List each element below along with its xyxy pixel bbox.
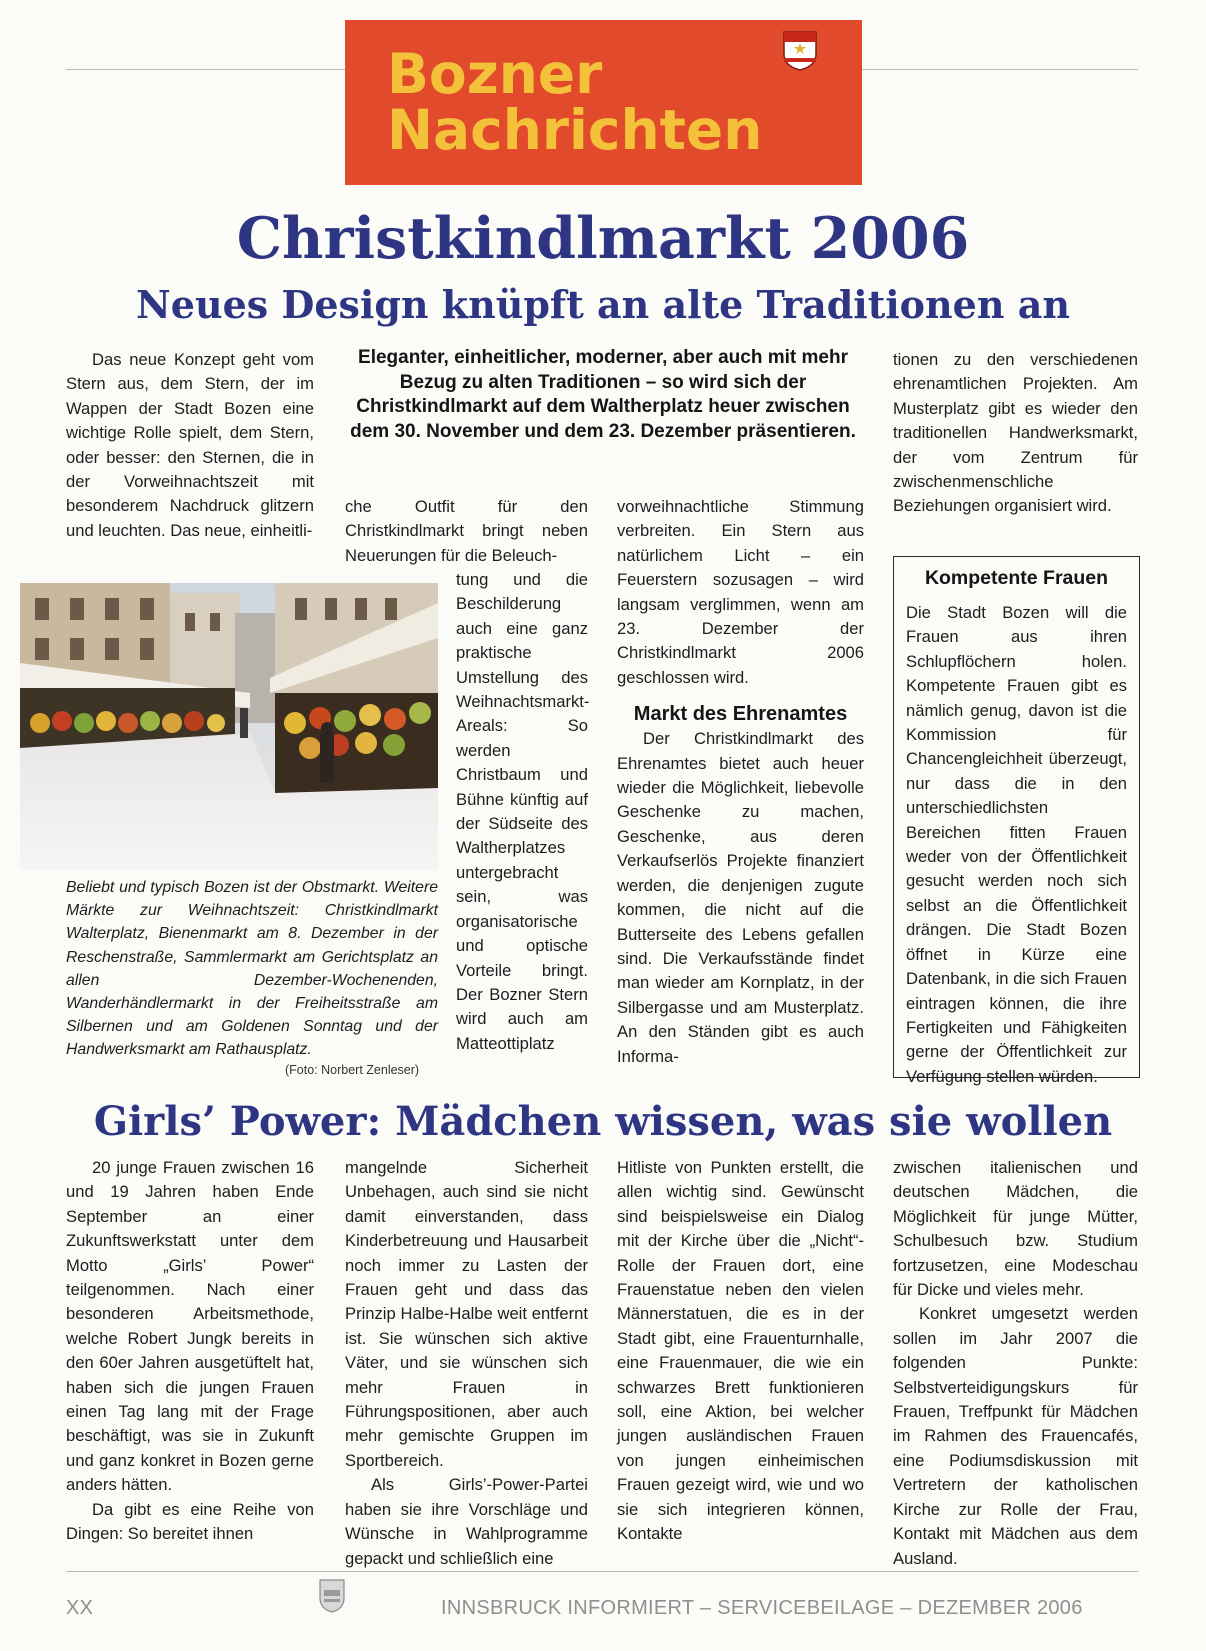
innsbruck-crest-icon — [318, 1578, 346, 1614]
article-title: Christkindlmarkt 2006 — [236, 205, 970, 272]
article1-column3 — [617, 495, 864, 1069]
article2-column4 — [893, 1156, 1138, 1571]
photo-credit: (Foto: Norbert Zenleser) — [285, 1063, 420, 1077]
sidebar-column — [906, 601, 1127, 1089]
top-rule-right — [862, 69, 1138, 70]
article2-column1 — [66, 1156, 314, 1547]
article1-lead: Eleganter, einheitlicher, moderner, aber auch mit mehr Bezug zu alten Traditionen – so wird sich der Christkindlmarkt auf dem Waltherplatz heuer zwischen dem 30. November und dem 23. Dezember präsentieren. — [350, 347, 856, 442]
article2-column3 — [617, 1156, 864, 1547]
sidebar-box — [893, 556, 1140, 1086]
article2-col2-p1: mangelnde Sicherheit Unbehagen, auch sind sie nicht damit einverstanden, dass Kinderbetreuung und Hausarbeit noch immer zu Lasten der Frauen geht und dass das Prinzip Halbe-Halbe weit entfernt ist. Sie wünschen sich aktive Väter, und sie wünschen sich mehr Frauen in Führungspositionen, aber auch mehr gemischte Gruppen im Sportbereich. — [345, 1158, 588, 1470]
masthead-line1: Bozner — [387, 42, 603, 106]
article1-col2-text: che Outfit für den Christkindlmarkt bringt neben Neuerungen für die Beleuch- — [345, 497, 588, 565]
article-subtitle: Neues Design knüpft an alte Traditionen an — [136, 282, 1070, 327]
masthead-line2: Nachrichten — [387, 98, 763, 162]
article1-column2-top — [345, 495, 588, 568]
article2-col2-p2: Als Girls’-Power-Partei haben sie ihre Vorschläge und Wünsche in Wahlprogramme gepackt und schließlich eine — [345, 1475, 588, 1568]
article2-col4-p1: zwischen italienischen und deutschen Mädchen, die Möglichkeit für junge Mütter, Schulbesuch bzw. Studium fortzusetzen, eine Modeschau für Dicke und vieles mehr. — [893, 1158, 1138, 1300]
article1-col4-text: tionen zu den verschiedenen ehrenamtlichen Projekten. Am Musterplatz gibt es wieder den traditionellen Handwerksmarkt, der vom Zentrum für zwischenmenschliche Beziehungen organisiert wird. — [893, 350, 1138, 516]
article1-col1-text: Das neue Konzept geht vom Stern aus, dem Stern, der im Wappen der Stadt Bozen eine wichtige Rolle spielt, dem Stern, oder besser: den Sternen, die in der Vorweihnachtszeit mit besonderem Nachdruck glitzern und leuchten. Das neue, einheitli- — [66, 350, 314, 540]
footer-page-number: XX — [66, 1597, 94, 1619]
article1-column4 — [893, 348, 1138, 519]
sidebar-title: Kompetente Frauen — [924, 567, 1109, 589]
article2-title: Girls’ Power: Mädchen wissen, was sie wollen — [93, 1098, 1113, 1145]
footer-publication: INNSBRUCK INFORMIERT – SERVICEBEILAGE – DEZEMBER 2006 — [441, 1597, 1083, 1619]
top-rule-left — [66, 69, 345, 70]
photo-caption: Beliebt und typisch Bozen ist der Obstmarkt. Weitere Märkte zur Weihnachtszeit: Christkindlmarkt Walterplatz, Bienenmarkt am 8. Dezember in der Reschenstraße, Sammlermarkt am Gerichtsplatz an allen Dezember-Wochenenden, Wanderhändlermarkt in der Freiheitsstraße am Silbernen und am Goldenen Sonntag und der Handwerksmarkt am Rathausplatz. — [66, 879, 438, 1059]
article2-col4-p2: Konkret umgesetzt werden sollen im Jahr 2007 die folgenden Punkte: Selbstverteidigungskurs für Frauen, Treffpunkt für Mädchen im Rahmen des Frauencafés, eine Podiumsdiskussion mit Vertretern der katholischen Kirche zur Rolle der Frau, Kontakt mit Mädchen aus dem Ausland. — [893, 1304, 1138, 1568]
article1-col3-text: vorweihnachtliche Stimmung verbreiten. Ein Stern aus natürlichem Licht – ein Feuerstern sozusagen – wird langsam verglimmen, wenn am 23. Dezember der Christkindlmarkt 2006 geschlossen wird. — [617, 497, 864, 687]
article2-col3-text: Hitliste von Punkten erstellt, die allen wichtig sind. Gewünscht sind beispielsweise ein Dialog mit der Kirche über die „Nicht“-Rolle der Frauen dort, eine Frauenstatue neben den vielen Männerstatuen, die es in der Stadt gibt, eine Frauenturnhalle, eine Frauenmauer, die wie ein schwarzes Brett funktionieren soll, eine Aktion, bei welcher jungen ausländischen Frauen von jungen einheimischen Frauen gezeigt wird, wie und wo sie sich integrieren können, Kontakte — [617, 1158, 864, 1544]
article2-col1-p2: Da gibt es eine Reihe von Dingen: So bereitet ihnen — [66, 1499, 314, 1544]
fruit-market-photo — [20, 583, 438, 870]
article2-col1-p1: 20 junge Frauen zwischen 16 und 19 Jahren haben Ende September an einer Zukunftswerkstatt unter dem Motto „Girls’ Power“ teilgenommen. Nach einer besonderen Arbeitsmethode, welche Robert Jungk bereits in den 60er Jahren ausgetüftelt hat, haben sich die jungen Frauen einen Tag lang mit der Frage beschäftigt, was sie in Zukunft und ganz konkret in Bozen gerne anders hätten. — [66, 1158, 314, 1495]
bozen-crest-icon — [782, 30, 818, 72]
article1-col3b-text: Der Christkindlmarkt des Ehrenamtes bietet auch heuer wieder die Möglichkeit, liebevolle Geschenke zu machen, Geschenke, aus deren Verkaufserlös Projekte finanziert werden, die denjenigen zugute kommen, die nicht auf die Butterseite des Lebens gefallen sind. Die Verkaufsstände findet man wieder am Kornplatz, in der Silbergasse und am Musterplatz. An den Ständen gibt es auch Informa- — [617, 729, 864, 1066]
article1-col2-narrow-text: tung und die Beschilderung auch eine ganz praktische Umstellung des Weihnachtsmarkt-Areals: So werden Christbaum und Bühne künftig auf der Südseite des Waltherplatzes untergebracht sein, was organisatorische und optische Vorteile bringt. Der Bozner Stern wird auch am Matteottiplatz — [456, 570, 590, 1053]
article1-subhead: Markt des Ehrenamtes — [633, 703, 848, 726]
article2-column2 — [345, 1156, 588, 1571]
sidebar-text: Die Stadt Bozen will die Frauen aus ihren Schlupflöchern holen. Kompetente Frauen gibt es nämlich genug, davon ist die Kommission für Chancengleichheit überzeugt, nur dass die in den unterschiedlichsten Bereichen fitten Frauen weder von der Öffentlichkeit gesucht werden noch sich selbst an die Öffentlichkeit drängen. Die Stadt Bozen öffnet in Kürze eine Datenbank, in die sich Frauen eintragen können, die ihre Fertigkeiten und Fähigkeiten gerne der Öffentlichkeit zur Verfügung stellen würden. — [906, 603, 1127, 1086]
masthead — [345, 20, 862, 185]
article1-column2-narrow — [456, 568, 588, 1056]
article1-column1 — [66, 348, 314, 543]
footer-rule — [66, 1571, 1138, 1572]
